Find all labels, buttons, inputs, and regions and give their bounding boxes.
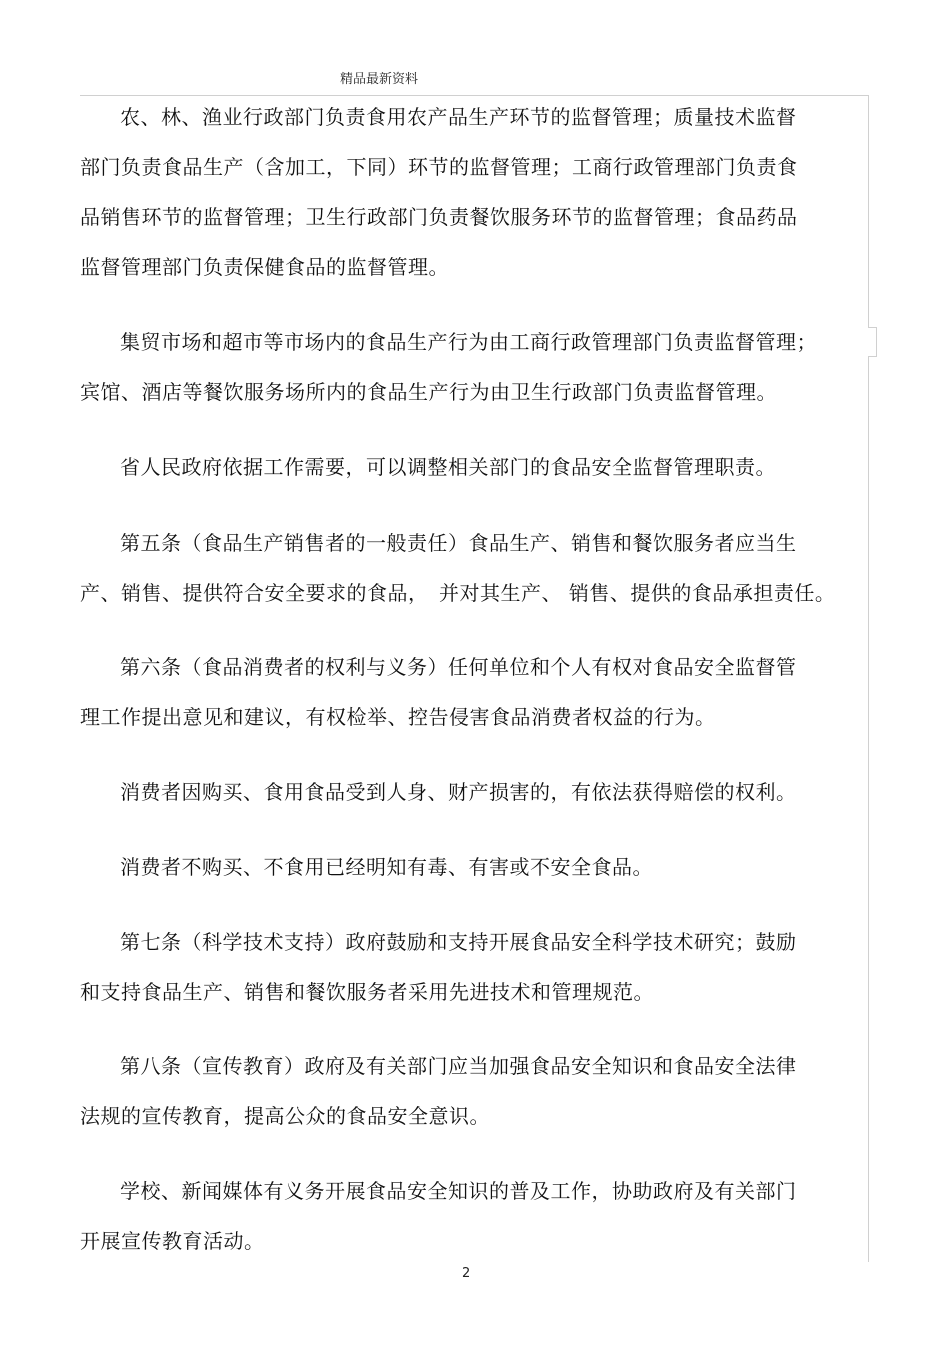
text-line: 第七条（科学技术支持）政府鼓励和支持开展食品安全科学技术研究；鼓励 bbox=[120, 930, 797, 954]
text-line: 产、销售、提供符合安全要求的食品， 并对其生产、 销售、提供的食品承担责任。 bbox=[80, 581, 836, 605]
margin-notch bbox=[868, 327, 877, 357]
text-line: 农、林、渔业行政部门负责食用农产品生产环节的监督管理；质量技术监督 bbox=[120, 105, 797, 129]
text-line: 和支持食品生产、销售和餐饮服务者采用先进技术和管理规范。 bbox=[80, 980, 654, 1004]
page-number: 2 bbox=[462, 1266, 471, 1281]
text-line: 宾馆、酒店等餐饮服务场所内的食品生产行为由卫生行政部门负责监督管理。 bbox=[80, 380, 777, 404]
text-line: 理工作提出意见和建议，有权检举、控告侵害食品消费者权益的行为。 bbox=[80, 705, 716, 729]
text-line: 法规的宣传教育，提高公众的食品安全意识。 bbox=[80, 1104, 490, 1128]
text-line: 部门负责食品生产（含加工，下同）环节的监督管理；工商行政管理部门负责食 bbox=[80, 155, 798, 179]
text-line: 第五条（食品生产销售者的一般责任）食品生产、销售和餐饮服务者应当生 bbox=[120, 531, 797, 555]
text-line: 品销售环节的监督管理；卫生行政部门负责餐饮服务环节的监督管理；食品药品 bbox=[80, 205, 798, 229]
text-line: 学校、新闻媒体有义务开展食品安全知识的普及工作，协助政府及有关部门 bbox=[120, 1179, 797, 1203]
text-line: 消费者因购买、食用食品受到人身、财产损害的，有依法获得赔偿的权利。 bbox=[120, 780, 797, 804]
margin-rule-bottom bbox=[868, 357, 869, 1262]
text-line: 省人民政府依据工作需要，可以调整相关部门的食品安全监督管理职责。 bbox=[120, 455, 776, 479]
text-line: 集贸市场和超市等市场内的食品生产行为由工商行政管理部门负责监督管理； bbox=[120, 330, 817, 354]
text-line: 消费者不购买、不食用已经明知有毒、有害或不安全食品。 bbox=[120, 855, 653, 879]
header-rule bbox=[80, 95, 868, 96]
text-line: 第八条（宣传教育）政府及有关部门应当加强食品安全知识和食品安全法律 bbox=[120, 1054, 797, 1078]
header-text: 精品最新资料 bbox=[340, 72, 419, 87]
text-line: 监督管理部门负责保健食品的监督管理。 bbox=[80, 255, 449, 279]
margin-rule-top bbox=[868, 95, 869, 327]
text-line: 第六条（食品消费者的权利与义务）任何单位和个人有权对食品安全监督管 bbox=[120, 655, 797, 679]
text-line: 开展宣传教育活动。 bbox=[80, 1229, 265, 1253]
